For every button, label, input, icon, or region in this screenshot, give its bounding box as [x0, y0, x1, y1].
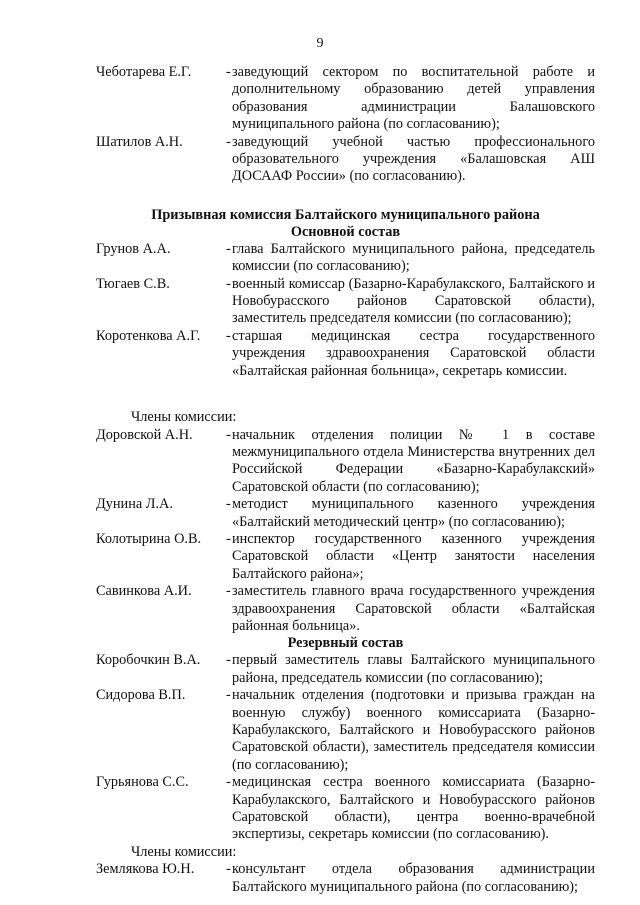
person-name: Дунина Л.А.: [96, 496, 173, 513]
person-position: заместитель главного врача государственного учреждения здравоохранения Саратовской области «Балтайская районная больница».: [232, 583, 595, 634]
dash-separator: -: [226, 64, 231, 80]
person-name: Сидорова В.П.: [96, 687, 186, 704]
person-entry: [96, 134, 595, 186]
dash-separator: -: [226, 426, 231, 443]
page-number: 9: [316, 36, 324, 51]
person-name: Коробочкин В.А.: [96, 652, 201, 669]
person-name: Колотырина О.В.: [96, 530, 202, 547]
person-position: первый заместитель главы Балтайского муниципального района, председатель комиссии (по согласованию);: [232, 652, 595, 686]
person-entry: [96, 496, 595, 531]
person-position: начальник отделения полиции № 1 в составе межмуниципального отдела Министерства внутренних дел Российской Федерации «Базарно-Карабулакский» Саратовской области (по согласованию);: [232, 426, 595, 495]
members-label: Члены комиссии:: [131, 409, 237, 426]
person-entry: [96, 64, 595, 134]
reserve-members-label: Члены комиссии:: [131, 843, 237, 860]
person-name: Землякова Ю.Н.: [96, 861, 195, 878]
person-entry: [96, 774, 595, 844]
person-name: Чеботарева Е.Г.: [96, 64, 192, 80]
person-name: Доровской А.Н.: [96, 426, 193, 443]
dash-separator: -: [226, 530, 231, 547]
person-name: Савинкова А.И.: [96, 583, 192, 600]
person-position: заведующий учебной частью профессионального образовательного учреждения «Балашовская АШ ДОСААФ России» (по согласованию).: [232, 133, 595, 185]
commission-title: Призывная комиссия Балтайского муниципального района: [151, 206, 540, 223]
person-name: Шатилов А.Н.: [96, 133, 183, 150]
dash-separator: -: [226, 774, 231, 791]
person-position: военный комиссар (Базарно-Карабулакского, Балтайского и Новобурасского районов Саратовской области), заместитель председателя комиссии (по согласованию);: [232, 275, 595, 327]
person-position: методист муниципального казенного учреждения «Балтайский методический центр» (по согласованию);: [232, 496, 595, 530]
person-position: старшая медицинская сестра государственного учреждения здравоохранения Саратовской области «Балтайская районная больница», секретарь комиссии.: [232, 327, 595, 379]
person-entry: [96, 241, 595, 276]
person-position: начальник отделения (подготовки и призыва граждан на военную службу) военного комиссариата (Базарно-Карабулакского, Балтайского и Новобурасского районов Саратовской области), заместитель председателя комиссии (по согласованию);: [232, 687, 595, 773]
entries-top: [96, 64, 595, 186]
person-position: консультант отдела образования администрации Балтайского муниципального района (по согласованию);: [232, 861, 595, 895]
dash-separator: -: [226, 327, 231, 344]
dash-separator: -: [226, 275, 231, 292]
dash-separator: -: [226, 861, 231, 878]
dash-separator: -: [226, 240, 231, 257]
person-entry: [96, 687, 595, 774]
reserve-entries: [96, 652, 595, 843]
person-entry: [96, 652, 595, 687]
person-position: инспектор государственного казенного учреждения Саратовской области «Центр занятости населения Балтайского района»;: [232, 530, 595, 582]
dash-separator: -: [226, 652, 231, 669]
person-position: медицинская сестра военного комиссариата (Базарно-Карабулакского, Балтайского и Новобурасского районов Саратовской области), центра военно-врачебной экспертизы, секретарь комиссии (по согласованию).: [232, 774, 595, 843]
document-body: [96, 64, 595, 896]
dash-separator: -: [226, 496, 231, 513]
person-entry: [96, 328, 595, 380]
person-entry: [96, 583, 595, 635]
dash-separator: -: [226, 133, 231, 150]
person-position: глава Балтайского муниципального района, председатель комиссии (по согласованию);: [232, 240, 595, 275]
person-name: Тюгаев С.В.: [96, 275, 170, 292]
main-entries: [96, 241, 595, 380]
person-name: Гурьянова С.С.: [96, 774, 189, 791]
dash-separator: -: [226, 583, 231, 600]
person-entry: [96, 427, 595, 497]
person-entry: [96, 276, 595, 328]
main-composition-title: Основной состав: [290, 223, 401, 240]
person-entry: [96, 531, 595, 583]
person-name: Коротенкова А.Г.: [96, 327, 201, 344]
person-name: Грунов А.А.: [96, 240, 171, 257]
main-members: [96, 427, 595, 636]
reserve-composition-title: Резервный состав: [287, 635, 404, 652]
reserve-members: [96, 861, 595, 896]
person-position: заведующий сектором по воспитательной работе и дополнительному образованию детей управления образования администрации Балашовского муниципального района (по согласованию);: [232, 64, 595, 133]
person-entry: [96, 861, 595, 896]
dash-separator: -: [226, 687, 231, 704]
